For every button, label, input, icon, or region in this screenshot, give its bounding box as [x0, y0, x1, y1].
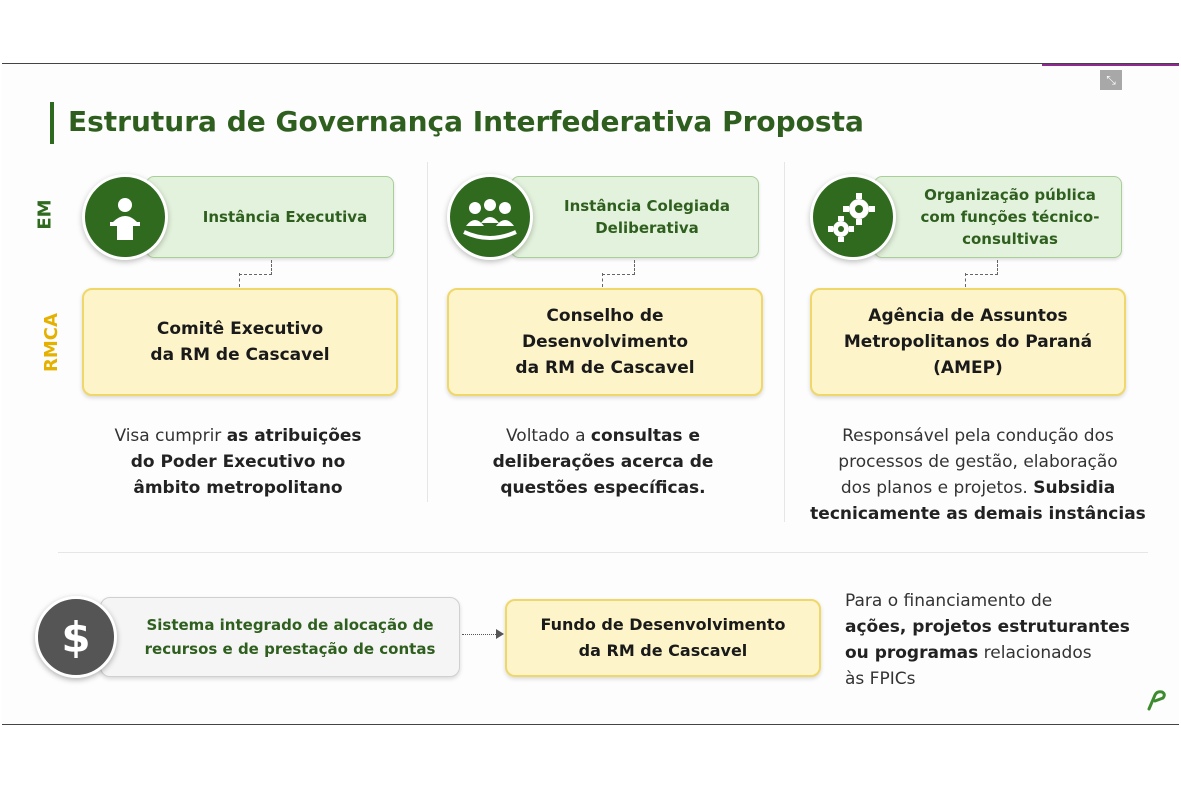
- exit-fullscreen-icon[interactable]: ⤡: [1100, 70, 1122, 90]
- green-box-line: com funções técnico-: [920, 208, 1100, 226]
- column-divider: [427, 162, 428, 502]
- desc-bold: do Poder Executivo no: [130, 452, 346, 472]
- gears-icon: [810, 174, 896, 260]
- rmca-label: RMCA: [40, 313, 62, 372]
- desc-bold: as atribuições: [226, 426, 362, 446]
- yellow-box-line: Metropolitanos do Paraná: [843, 332, 1093, 352]
- gray-box-line: recursos e de prestação de contas: [144, 640, 436, 658]
- desc-bold: Subsidia: [1033, 478, 1116, 498]
- desc-text: Responsável pela condução dos: [842, 426, 1114, 446]
- conselho-box: [447, 288, 763, 396]
- speaker-podium-icon: [82, 174, 168, 260]
- green-box-line: Instância Colegiada: [563, 197, 731, 215]
- desc-text: processos de gestão, elaboração: [838, 452, 1118, 472]
- financing-description: [845, 588, 1155, 692]
- dollar-symbol: $: [61, 612, 91, 662]
- column-divider: [784, 162, 785, 522]
- connector-line: [602, 260, 635, 275]
- connector-line: [965, 273, 967, 287]
- yellow-box-line: Comitê Executivo: [156, 319, 324, 339]
- desc-text: Visa cumprir: [114, 426, 227, 446]
- connector-line: [602, 273, 604, 287]
- section-divider: [58, 552, 1148, 553]
- comite-executivo-box: [82, 288, 398, 396]
- desc-bold: âmbito metropolitano: [133, 478, 343, 498]
- instancia-executiva-box: [146, 176, 394, 258]
- desc-text: Voltado a: [505, 426, 591, 446]
- yellow-box-line: da RM de Cascavel: [515, 358, 695, 378]
- organizacao-publica-box: [874, 176, 1122, 258]
- title-accent-bar: [50, 102, 54, 144]
- desc-bold: ou programas: [845, 643, 979, 663]
- green-box-line: consultivas: [962, 230, 1058, 248]
- yellow-box-line: Conselho de: [546, 306, 664, 326]
- slide-title: Estrutura de Governança Interfederativa Proposta: [68, 105, 864, 138]
- connector-line: [239, 273, 241, 287]
- yellow-box-line: da RM de Cascavel: [578, 641, 748, 660]
- top-accent-line: [1042, 64, 1179, 66]
- desc-text: dos planos e projetos.: [840, 478, 1034, 498]
- instancia-colegiada-box: [511, 176, 759, 258]
- column-description: [798, 423, 1158, 527]
- desc-text: Para o financiamento de: [845, 591, 1053, 611]
- dollar-icon: [35, 596, 117, 678]
- fundo-box: [505, 599, 821, 677]
- green-box-line: Organização pública: [924, 186, 1096, 204]
- em-label: EM: [34, 199, 56, 230]
- gray-box-line: Sistema integrado de alocação de: [146, 616, 434, 634]
- yellow-box-line: Agência de Assuntos: [868, 306, 1068, 326]
- green-box-line: Deliberativa: [595, 219, 699, 237]
- column-description: [82, 423, 394, 501]
- desc-text: às FPICs: [845, 669, 916, 689]
- desc-text: relacionados: [978, 643, 1092, 663]
- amep-box: [810, 288, 1126, 396]
- desc-bold: tecnicamente as demais instâncias: [810, 504, 1146, 524]
- yellow-box-line: da RM de Cascavel: [150, 345, 330, 365]
- connector-line: [239, 260, 272, 275]
- desc-bold: questões específicas.: [500, 478, 706, 498]
- sistema-integrado-box: [100, 597, 460, 677]
- green-box-label: Instância Executiva: [202, 208, 368, 226]
- desc-bold: ações, projetos estruturantes: [845, 617, 1130, 637]
- connector-line: [965, 260, 998, 275]
- presentation-slide: [2, 63, 1179, 725]
- desc-bold: deliberações acerca de: [492, 452, 714, 472]
- yellow-box-line: (AMEP): [933, 358, 1003, 378]
- desc-bold: consultas e: [590, 426, 700, 446]
- column-description: [447, 423, 759, 501]
- arrow-head-icon: [496, 629, 504, 639]
- yellow-box-line: Fundo de Desenvolvimento: [540, 615, 786, 634]
- brand-logo-icon: [1145, 689, 1167, 717]
- yellow-box-line: Desenvolvimento: [521, 332, 689, 352]
- group-people-icon: [447, 174, 533, 260]
